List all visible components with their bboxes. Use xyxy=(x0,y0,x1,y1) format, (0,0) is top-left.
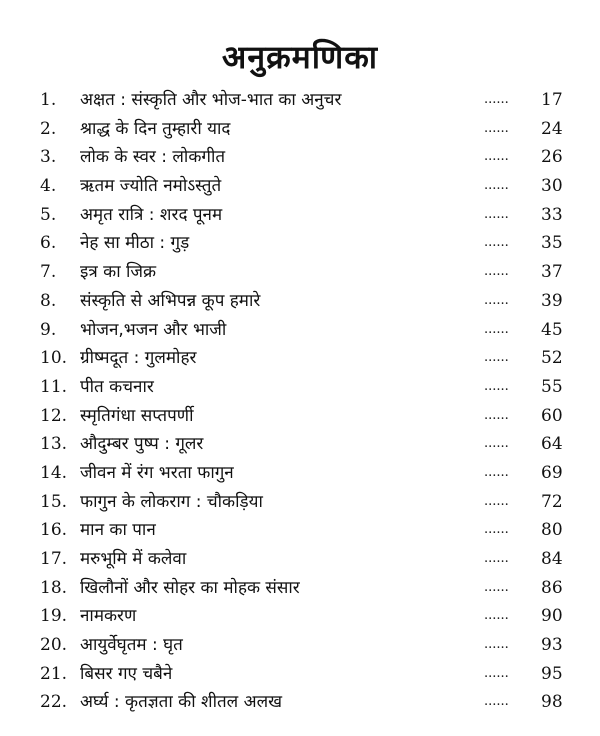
toc-entry xyxy=(0,143,600,172)
entry-number: 7. xyxy=(40,262,57,283)
entry-page: 84 xyxy=(541,549,563,569)
entry-page: 60 xyxy=(541,405,563,426)
toc-entry xyxy=(0,258,600,287)
dot-leader: ...... xyxy=(484,436,509,452)
entry-number: 5. xyxy=(40,204,57,225)
table-of-contents xyxy=(0,86,600,717)
dot-leader: ...... xyxy=(484,92,509,107)
toc-entry xyxy=(0,86,600,115)
entry-title: ग्रीष्मदूत : गुलमोहर xyxy=(80,348,197,369)
entry-page: 24 xyxy=(541,118,563,139)
toc-entry xyxy=(0,488,600,517)
entry-number: 15. xyxy=(40,491,68,512)
entry-title: मरुभूमि में कलेवा xyxy=(80,549,187,569)
entry-title: नामकरण xyxy=(80,606,137,627)
entry-number: 11. xyxy=(40,376,68,397)
dot-leader: ...... xyxy=(484,694,509,710)
dot-leader: ...... xyxy=(484,350,509,366)
entry-page: 17 xyxy=(541,90,563,110)
entry-page: 72 xyxy=(541,491,563,512)
entry-number: 8. xyxy=(40,290,57,311)
entry-title: अमृत रात्रि : शरद पूनम xyxy=(80,204,223,225)
dot-leader: ...... xyxy=(484,292,509,308)
toc-entry xyxy=(0,516,600,545)
entry-page: 95 xyxy=(541,663,563,684)
dot-leader: ...... xyxy=(484,579,509,595)
entry-number: 21. xyxy=(40,663,68,684)
entry-title: आयुर्वेघृतम : घृत xyxy=(80,635,183,656)
entry-number: 1. xyxy=(40,90,57,110)
entry-page: 45 xyxy=(541,319,563,340)
entry-title: स्मृतिगंधा सप्तपर्णी xyxy=(80,405,194,426)
entry-title: भोजन,भजन और भाजी xyxy=(80,319,227,340)
dot-leader: ...... xyxy=(484,149,509,165)
entry-number: 10. xyxy=(40,348,68,369)
entry-title: अर्घ्य : कृतज्ञता की शीतल अलख xyxy=(80,692,283,713)
entry-title: इत्र का जिक्र xyxy=(80,262,157,283)
entry-page: 37 xyxy=(541,262,563,283)
entry-page: 86 xyxy=(541,577,563,598)
dot-leader: ...... xyxy=(484,608,509,624)
entry-number: 13. xyxy=(40,434,68,455)
toc-entry xyxy=(0,688,600,717)
dot-leader: ...... xyxy=(484,378,509,394)
entry-page: 39 xyxy=(541,290,563,311)
dot-leader: ...... xyxy=(484,522,509,538)
dot-leader: ...... xyxy=(484,206,509,222)
entry-number: 20. xyxy=(40,635,68,656)
toc-entry xyxy=(0,287,600,316)
toc-entry xyxy=(0,115,600,144)
dot-leader: ...... xyxy=(484,264,509,280)
entry-number: 22. xyxy=(40,692,68,713)
entry-title: मान का पान xyxy=(80,520,156,541)
entry-title: संस्कृति से अभिपन्न कूप हमारे xyxy=(80,290,261,311)
entry-title: बिसर गए चबैने xyxy=(80,663,173,684)
entry-number: 4. xyxy=(40,176,57,197)
toc-entry xyxy=(0,631,600,660)
entry-page: 69 xyxy=(541,462,563,483)
entry-number: 16. xyxy=(40,520,68,541)
dot-leader: ...... xyxy=(484,493,509,509)
dot-leader: ...... xyxy=(484,235,509,251)
entry-page: 90 xyxy=(541,606,563,627)
dot-leader: ...... xyxy=(484,637,509,653)
entry-title: लोक के स्वर : लोकगीत xyxy=(80,147,226,168)
entry-number: 19. xyxy=(40,606,68,627)
entry-page: 64 xyxy=(541,434,563,455)
entry-number: 2. xyxy=(40,118,57,139)
toc-entry xyxy=(0,229,600,258)
toc-entry xyxy=(0,402,600,431)
dot-leader: ...... xyxy=(484,551,509,566)
toc-entry xyxy=(0,373,600,402)
entry-title: नेह सा मीठा : गुड़ xyxy=(80,233,190,254)
dot-leader: ...... xyxy=(484,321,509,337)
entry-title: अक्षत : संस्कृति और भोज-भात का अनुचर xyxy=(80,90,342,110)
entry-page: 98 xyxy=(541,692,563,713)
entry-page: 93 xyxy=(541,635,563,656)
entry-title: जीवन में रंग भरता फागुन xyxy=(80,462,234,483)
dot-leader: ...... xyxy=(484,665,509,681)
entry-number: 3. xyxy=(40,147,57,168)
page-title: अनुक्रमणिका xyxy=(221,38,379,77)
entry-title: श्राद्ध के दिन तुम्हारी याद xyxy=(80,118,231,139)
entry-title: फागुन के लोकराग : चौकड़िया xyxy=(80,491,263,512)
entry-page: 26 xyxy=(541,147,563,168)
entry-page: 35 xyxy=(541,233,563,254)
toc-entry xyxy=(0,602,600,631)
toc-entry xyxy=(0,459,600,488)
entry-page: 33 xyxy=(541,204,563,225)
entry-number: 12. xyxy=(40,405,68,426)
toc-entry xyxy=(0,172,600,201)
toc-entry xyxy=(0,316,600,345)
dot-leader: ...... xyxy=(484,407,509,423)
dot-leader: ...... xyxy=(484,120,509,136)
entry-number: 6. xyxy=(40,233,57,254)
dot-leader: ...... xyxy=(484,178,509,194)
entry-page: 30 xyxy=(541,176,563,197)
entry-title: खिलौनों और सोहर का मोहक संसार xyxy=(80,577,300,598)
entry-title: औदुम्बर पुष्प : गूलर xyxy=(80,434,204,455)
toc-entry xyxy=(0,344,600,373)
toc-entry xyxy=(0,660,600,689)
entry-page: 52 xyxy=(541,348,563,369)
entry-page: 55 xyxy=(541,376,563,397)
dot-leader: ...... xyxy=(484,464,509,480)
toc-entry xyxy=(0,430,600,459)
toc-entry xyxy=(0,545,600,574)
entry-number: 17. xyxy=(40,549,68,569)
entry-number: 18. xyxy=(40,577,68,598)
entry-title: पीत कचनार xyxy=(80,376,154,397)
toc-entry xyxy=(0,201,600,230)
toc-entry xyxy=(0,574,600,603)
entry-page: 80 xyxy=(541,520,563,541)
entry-number: 14. xyxy=(40,462,68,483)
entry-number: 9. xyxy=(40,319,57,340)
entry-title: ऋतम ज्योति नमोऽस्तुते xyxy=(80,176,222,197)
